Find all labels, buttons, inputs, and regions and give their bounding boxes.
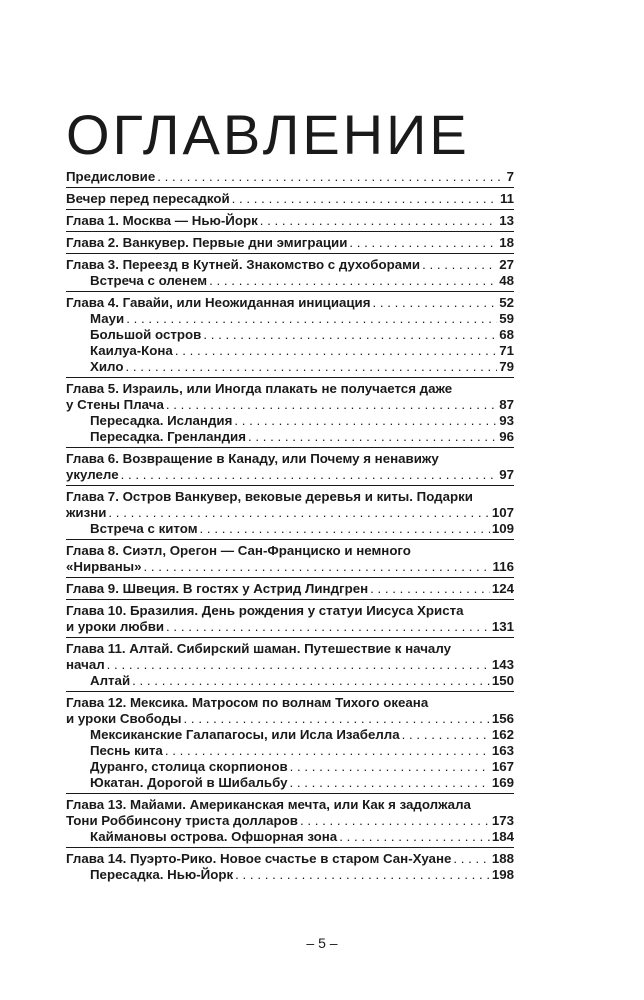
dot-leader — [290, 775, 490, 791]
entry-page-number: 11 — [499, 191, 514, 206]
entry-page-number: 87 — [499, 397, 514, 412]
entry-title: Встреча с оленем — [90, 273, 208, 288]
page-number: – 5 – — [306, 935, 338, 951]
toc-chapter-group — [66, 539, 514, 577]
entry-page-number: 167 — [491, 759, 514, 774]
entry-title: Дуранго, столица скорпионов — [90, 759, 288, 774]
toc-subsection-entry[interactable] — [66, 429, 514, 445]
entry-title: Глава 14. Пуэрто-Рико. Новое счастье в старом Сан-Хуане — [66, 851, 452, 866]
entry-title: укулеле — [66, 467, 119, 482]
toc-chapter-group — [66, 166, 514, 187]
entry-title: и уроки Свободы — [66, 711, 182, 726]
dot-leader — [209, 273, 497, 289]
toc-chapter-group — [66, 253, 514, 291]
entry-page-number: 156 — [491, 711, 514, 726]
dot-leader — [234, 413, 497, 429]
entry-page-number: 18 — [499, 235, 514, 250]
dot-leader — [175, 343, 497, 359]
entry-page-number: 52 — [499, 295, 514, 310]
entry-title: начал — [66, 657, 105, 672]
entry-title: Пересадка. Исландия — [90, 413, 233, 428]
entry-page-number: 93 — [499, 413, 514, 428]
entry-title: Каймановы острова. Офшорная зона — [90, 829, 338, 844]
entry-page-number: 7 — [506, 169, 514, 184]
entry-page-number: 124 — [491, 581, 514, 596]
entry-title: Песнь кита — [90, 743, 163, 758]
toc-subsection-entry[interactable] — [66, 867, 514, 883]
entry-title: Алтай — [90, 673, 131, 688]
entry-page-number: 59 — [499, 311, 514, 326]
dot-leader — [166, 619, 490, 635]
entry-page-number: 198 — [491, 867, 514, 882]
toc-chapter-entry[interactable] — [66, 295, 514, 311]
entry-title: Хило — [90, 359, 124, 374]
entry-title: Вечер перед пересадкой — [66, 191, 230, 206]
dot-leader — [125, 359, 497, 375]
toc-chapter-group — [66, 377, 514, 447]
entry-page-number: 116 — [492, 559, 514, 574]
entry-title: Мексиканские Галапагосы, или Исла Изабелла — [90, 727, 400, 742]
toc-subsection-entry[interactable] — [66, 673, 514, 689]
toc-chapter-group — [66, 447, 514, 485]
toc-subsection-entry[interactable] — [66, 413, 514, 429]
table-of-contents — [66, 166, 514, 885]
dot-leader — [165, 743, 490, 759]
entry-title: Глава 1. Москва — Нью-Йорк — [66, 213, 258, 228]
dot-leader — [203, 327, 497, 343]
dot-leader — [373, 295, 498, 311]
toc-chapter-entry[interactable] — [66, 581, 514, 597]
toc-subsection-entry[interactable] — [66, 775, 514, 791]
toc-chapter-group — [66, 209, 514, 231]
entry-page-number: 27 — [499, 257, 514, 272]
entry-title: Большой остров — [90, 327, 202, 342]
toc-chapter-group — [66, 599, 514, 637]
entry-page-number: 97 — [499, 467, 514, 482]
entry-page-number: 188 — [491, 851, 514, 866]
dot-leader — [143, 559, 490, 575]
entry-page-number: 48 — [499, 273, 514, 288]
entry-page-number: 173 — [491, 813, 514, 828]
toc-chapter-group — [66, 637, 514, 691]
dot-leader — [184, 711, 490, 727]
entry-page-number: 71 — [499, 343, 514, 358]
toc-chapter-group — [66, 793, 514, 847]
chapter-title-line: Глава 7. Остров Ванкувер, вековые деревья и киты. Подарки — [66, 489, 473, 504]
entry-title: Каилуа-Кона — [90, 343, 173, 358]
entry-page-number: 13 — [499, 213, 514, 228]
toc-chapter-group — [66, 691, 514, 793]
entry-page-number: 96 — [499, 429, 514, 444]
toc-chapter-entry[interactable] — [66, 397, 514, 413]
toc-chapter-entry[interactable] — [66, 505, 514, 521]
dot-leader — [126, 311, 497, 327]
toc-chapter-entry[interactable] — [66, 711, 514, 727]
entry-title: Встреча с китом — [90, 521, 198, 536]
toc-chapter-group — [66, 847, 514, 885]
dot-leader — [108, 505, 489, 521]
entry-page-number: 150 — [491, 673, 514, 688]
dot-leader — [132, 673, 490, 689]
dot-leader — [290, 759, 490, 775]
toc-subsection-entry[interactable] — [66, 311, 514, 327]
entry-page-number: 143 — [491, 657, 514, 672]
page-title: ОГЛАВЛЕНИЕ — [66, 103, 470, 166]
dot-leader — [166, 397, 497, 413]
toc-subsection-entry[interactable] — [66, 727, 514, 743]
chapter-title-line: Глава 6. Возвращение в Канаду, или Почему я ненавижу — [66, 451, 439, 466]
toc-chapter-group — [66, 291, 514, 377]
dot-leader — [248, 429, 497, 445]
toc-chapter-entry[interactable] — [66, 619, 514, 635]
chapter-title-line: Глава 8. Сиэтл, Орегон — Сан-Франциско и немного — [66, 543, 411, 558]
dot-leader — [370, 581, 490, 597]
toc-chapter-entry[interactable] — [66, 169, 514, 185]
chapter-title-line: Глава 11. Алтай. Сибирский шаман. Путешествие к началу — [66, 641, 451, 656]
dot-leader — [339, 829, 490, 845]
entry-title: Мауи — [90, 311, 125, 326]
entry-page-number: 107 — [491, 505, 514, 520]
toc-chapter-group — [66, 231, 514, 253]
toc-chapter-entry[interactable] — [66, 813, 514, 829]
toc-chapter-group — [66, 485, 514, 539]
toc-chapter-entry[interactable] — [66, 213, 514, 229]
entry-title: у Стены Плача — [66, 397, 164, 412]
entry-title: Пересадка. Гренландия — [90, 429, 246, 444]
entry-title: Пересадка. Нью-Йорк — [90, 867, 234, 882]
toc-chapter-entry[interactable] — [66, 657, 514, 673]
entry-page-number: 169 — [491, 775, 514, 790]
dot-leader — [422, 257, 497, 273]
entry-page-number: 162 — [491, 727, 514, 742]
toc-chapter-group — [66, 577, 514, 599]
entry-page-number: 79 — [499, 359, 514, 374]
entry-title: Глава 3. Переезд в Кутней. Знакомство с духоборами — [66, 257, 421, 272]
chapter-title-line: Глава 12. Мексика. Матросом по волнам Тихого океана — [66, 695, 429, 710]
entry-title: Юкатан. Дорогой в Шибальбу — [90, 775, 288, 790]
dot-leader — [453, 851, 489, 867]
toc-chapter-entry[interactable] — [66, 559, 514, 575]
toc-subsection-entry[interactable] — [66, 327, 514, 343]
dot-leader — [300, 813, 490, 829]
dot-leader — [349, 235, 497, 251]
chapter-title-line: Глава 10. Бразилия. День рождения у статуи Иисуса Христа — [66, 603, 464, 618]
chapter-title-line: Глава 5. Израиль, или Иногда плакать не получается даже — [66, 381, 453, 396]
dot-leader — [232, 191, 498, 207]
toc-subsection-entry[interactable] — [66, 743, 514, 759]
entry-title: и уроки любви — [66, 619, 165, 634]
toc-chapter-entry[interactable] — [66, 851, 514, 867]
entry-page-number: 109 — [491, 521, 514, 536]
toc-subsection-entry[interactable] — [66, 829, 514, 845]
toc-chapter-entry[interactable] — [66, 191, 514, 207]
entry-page-number: 131 — [491, 619, 514, 634]
dot-leader — [107, 657, 490, 673]
dot-leader — [121, 467, 498, 483]
entry-page-number: 184 — [491, 829, 514, 844]
entry-title: Предисловие — [66, 169, 156, 184]
entry-title: Глава 2. Ванкувер. Первые дни эмиграции — [66, 235, 348, 250]
entry-page-number: 163 — [491, 743, 514, 758]
toc-subsection-entry[interactable] — [66, 273, 514, 289]
chapter-title-line: Глава 13. Майами. Американская мечта, или Как я задолжала — [66, 797, 471, 812]
toc-subsection-entry[interactable] — [66, 343, 514, 359]
toc-subsection-entry[interactable] — [66, 521, 514, 537]
dot-leader — [157, 169, 504, 185]
toc-chapter-group — [66, 187, 514, 209]
entry-title: Глава 9. Швеция. В гостях у Астрид Линдгрен — [66, 581, 369, 596]
toc-chapter-entry[interactable] — [66, 467, 514, 483]
dot-leader — [402, 727, 490, 743]
entry-title: Глава 4. Гавайи, или Неожиданная инициация — [66, 295, 371, 310]
toc-chapter-entry[interactable] — [66, 257, 514, 273]
toc-subsection-entry[interactable] — [66, 759, 514, 775]
dot-leader — [235, 867, 490, 883]
entry-title: «Нирваны» — [66, 559, 142, 574]
entry-page-number: 68 — [499, 327, 514, 342]
dot-leader — [200, 521, 490, 537]
dot-leader — [260, 213, 497, 229]
entry-title: Тони Роббинсону триста долларов — [66, 813, 298, 828]
toc-subsection-entry[interactable] — [66, 359, 514, 375]
toc-chapter-entry[interactable] — [66, 235, 514, 251]
entry-title: жизни — [66, 505, 107, 520]
